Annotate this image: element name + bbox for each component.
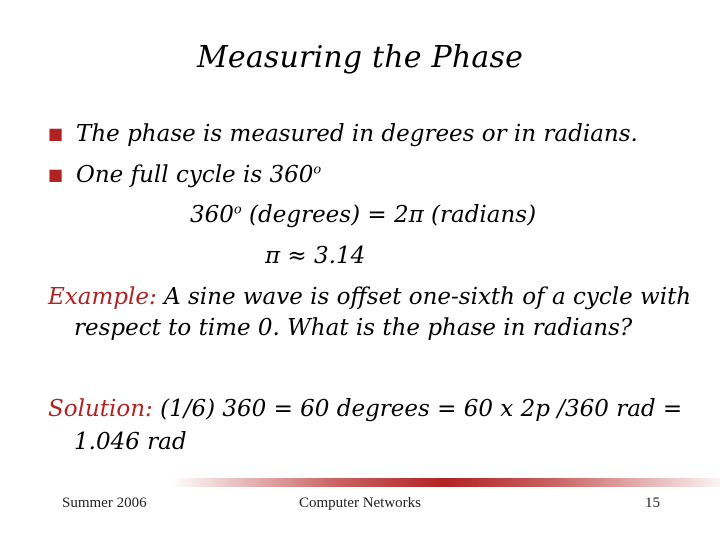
footer-course: Computer Networks: [298, 495, 422, 511]
bullet-text: The phase is measured in degrees or in radians.: [76, 121, 638, 147]
slide-number: 15: [645, 495, 660, 511]
slide-title: Measuring the Phase: [196, 40, 524, 75]
solution-label: Solution:: [48, 396, 153, 422]
example-label: Example:: [48, 284, 157, 310]
bullet-item: [76, 119, 638, 149]
conversion-equation: [190, 200, 536, 230]
bullet-marker-icon: ■: [48, 165, 64, 184]
footer-date: Summer 2006: [62, 495, 147, 511]
equation-value: 360: [190, 202, 234, 228]
equation-text: (degrees) = 2π (radians): [241, 202, 537, 228]
bullet-marker-icon: ■: [48, 124, 64, 143]
example-line-1: [48, 282, 691, 312]
solution-text: (1/6) 360 = 60 degrees = 60 x 2p /360 rad =: [152, 396, 683, 422]
solution-line-2: 1.046 rad: [74, 429, 187, 455]
footer-divider: [170, 478, 720, 487]
example-line-2: respect to time 0. What is the phase in radians?: [74, 315, 633, 341]
bullet-item: [76, 160, 321, 190]
degree-superscript: o: [313, 162, 322, 178]
bullet-text: One full cycle is 360: [76, 162, 314, 188]
solution-line-1: [48, 394, 682, 424]
pi-approximation: π ≈ 3.14: [265, 243, 366, 269]
example-text: A sine wave is offset one-sixth of a cycle with: [156, 284, 692, 310]
degree-superscript: o: [233, 202, 242, 218]
